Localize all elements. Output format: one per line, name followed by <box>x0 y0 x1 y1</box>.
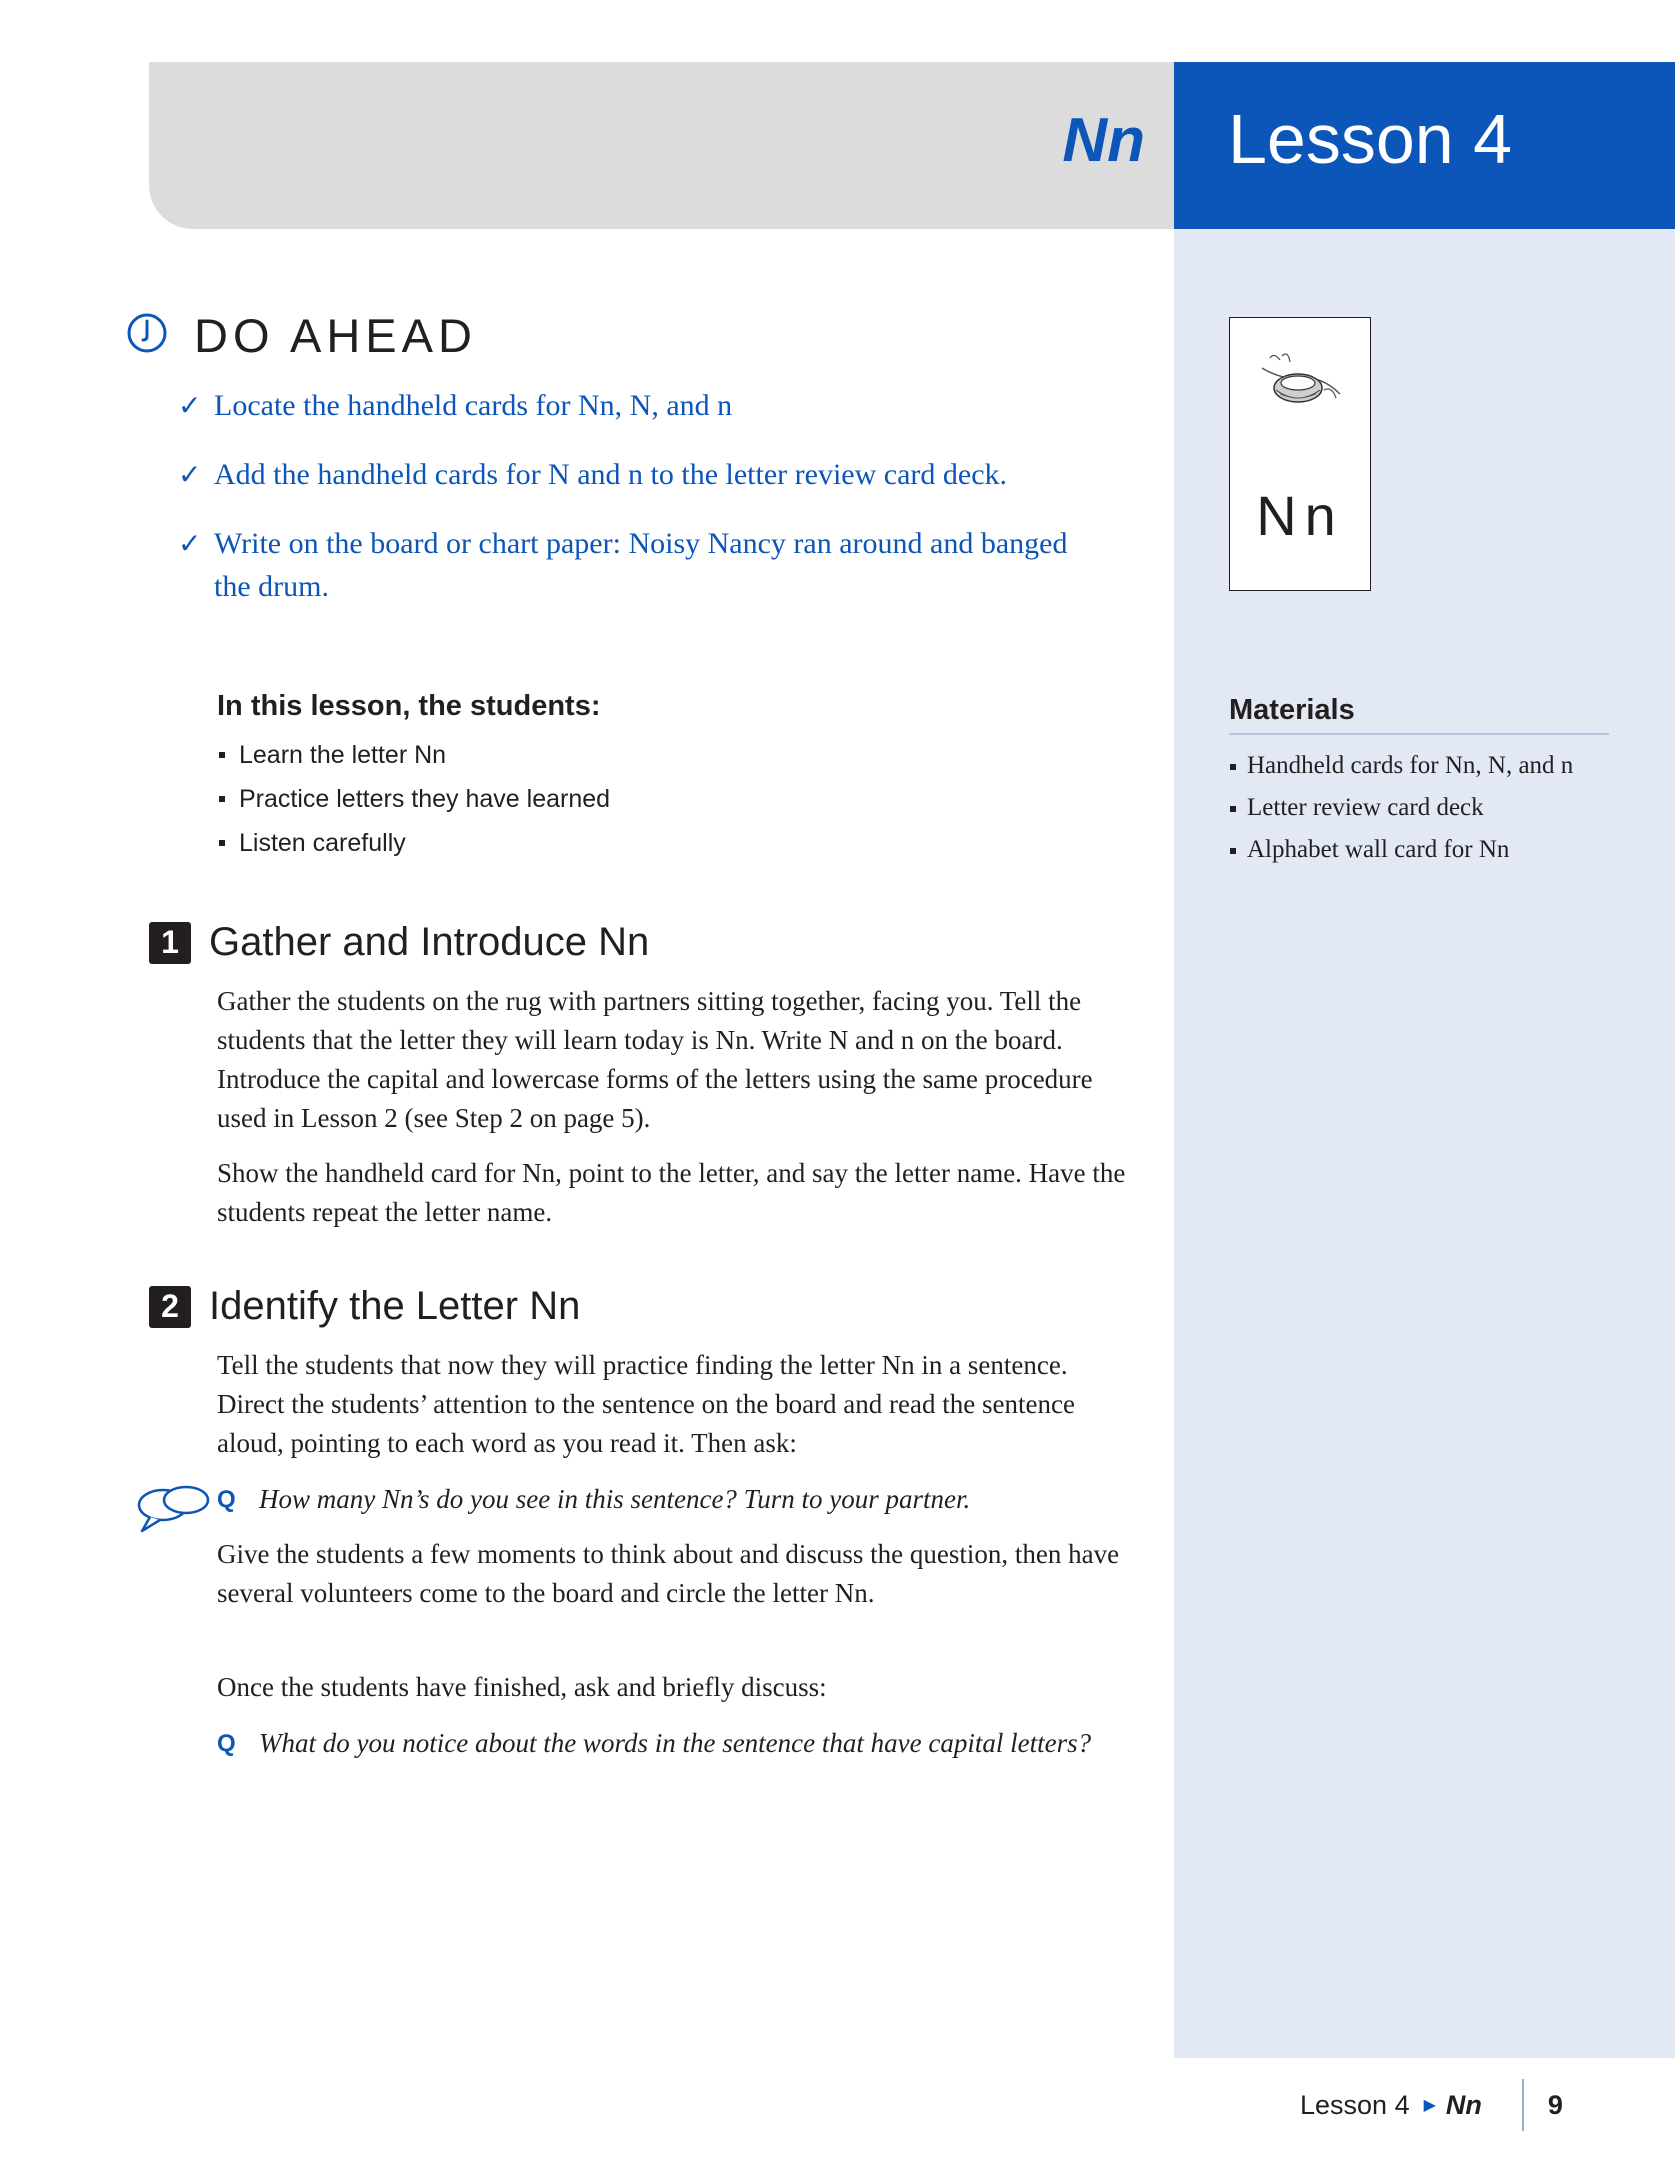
do-ahead-list <box>176 384 1126 634</box>
materials-item: Alphabet wall card for Nn <box>1229 829 1609 871</box>
step-1-paragraph: Show the handheld card for Nn, point to the letter, and say the letter name. Have the students repeat the letter name. <box>217 1158 1126 1227</box>
card-letter: Nn <box>1256 484 1344 547</box>
question-label: Q <box>217 1730 236 1757</box>
footer-lesson: Lesson 4 <box>1300 2089 1410 2120</box>
lesson-banner <box>1174 62 1675 229</box>
objectives-heading: In this lesson, the students: <box>217 690 601 722</box>
checkmark-icon: ✓ <box>178 527 202 560</box>
objective-item: Practice letters they have learned <box>217 777 1117 821</box>
step-2-paragraph: Tell the students that now they will practice finding the letter Nn in a sentence. Direct the students’ attention to the sentence on the board and read the sentence aloud, pointing to each word as you read it. Then ask: <box>217 1350 1075 1458</box>
step-2-paragraph: Give the students a few moments to think about and discuss the question, then have several volunteers come to the board and circle the letter Nn. <box>217 1539 1120 1608</box>
objective-item: Listen carefully <box>217 821 1117 865</box>
materials-item: Letter review card deck <box>1229 787 1609 829</box>
do-ahead-item: ✓ Write on the board or chart paper: Noisy Nancy ran around and banged the drum. <box>176 522 1094 608</box>
step-number-badge: 2 <box>149 1286 191 1328</box>
do-ahead-item: ✓ Locate the handheld cards for Nn, N, and n <box>176 384 1126 427</box>
lesson-objectives <box>217 690 1117 865</box>
do-ahead-title: DO AHEAD <box>194 309 477 362</box>
handheld-card <box>1229 317 1371 591</box>
clock-icon <box>126 312 168 354</box>
checkmark-icon: ✓ <box>178 458 202 491</box>
objective-item: Learn the letter Nn <box>217 733 1117 777</box>
materials-item: Handheld cards for Nn, N, and n <box>1229 745 1609 787</box>
do-ahead-item: ✓ Add the handheld cards for N and n to the letter review card deck. <box>176 453 1126 496</box>
question-2 <box>217 1724 1097 1763</box>
checkmark-icon: ✓ <box>178 389 202 422</box>
nest-icon <box>1252 350 1348 420</box>
step-2-paragraph: Once the students have finished, ask and briefly discuss: <box>217 1672 827 1702</box>
step-number-badge: 1 <box>149 922 191 964</box>
speech-bubble-icon <box>136 1478 214 1536</box>
footer-divider <box>1522 2079 1524 2131</box>
step-title: Identify the Letter Nn <box>209 1284 581 1328</box>
question-text: How many Nn’s do you see in this sentence? Turn to your partner. <box>259 1484 971 1514</box>
step-title: Gather and Introduce Nn <box>209 920 650 964</box>
footer-letter: Nn <box>1445 2089 1482 2120</box>
header-bar <box>149 62 1175 229</box>
step-1-heading <box>149 920 649 965</box>
question-1 <box>217 1480 1137 1519</box>
page-footer <box>1300 2080 1563 2130</box>
step-1-paragraph: Gather the students on the rug with partners sitting together, facing you. Tell the students that the letter they will learn today is Nn. Write N and n on the board. Introduce the capital and lowercase forms of the letters using the same procedure used in Lesson 2 (see Step 2 on page 5). <box>217 986 1093 1133</box>
lesson-title: Lesson 4 <box>1228 100 1513 178</box>
triangle-right-icon: ▶ <box>1423 2097 1436 2114</box>
header-letter: Nn <box>1062 106 1145 175</box>
question-label: Q <box>217 1486 236 1513</box>
step-2-heading <box>149 1284 580 1329</box>
page-number: 9 <box>1547 2089 1563 2120</box>
question-text: What do you notice about the words in the sentence that have capital letters? <box>259 1728 1092 1758</box>
materials-title: Materials <box>1229 694 1609 735</box>
materials-box <box>1229 694 1609 871</box>
